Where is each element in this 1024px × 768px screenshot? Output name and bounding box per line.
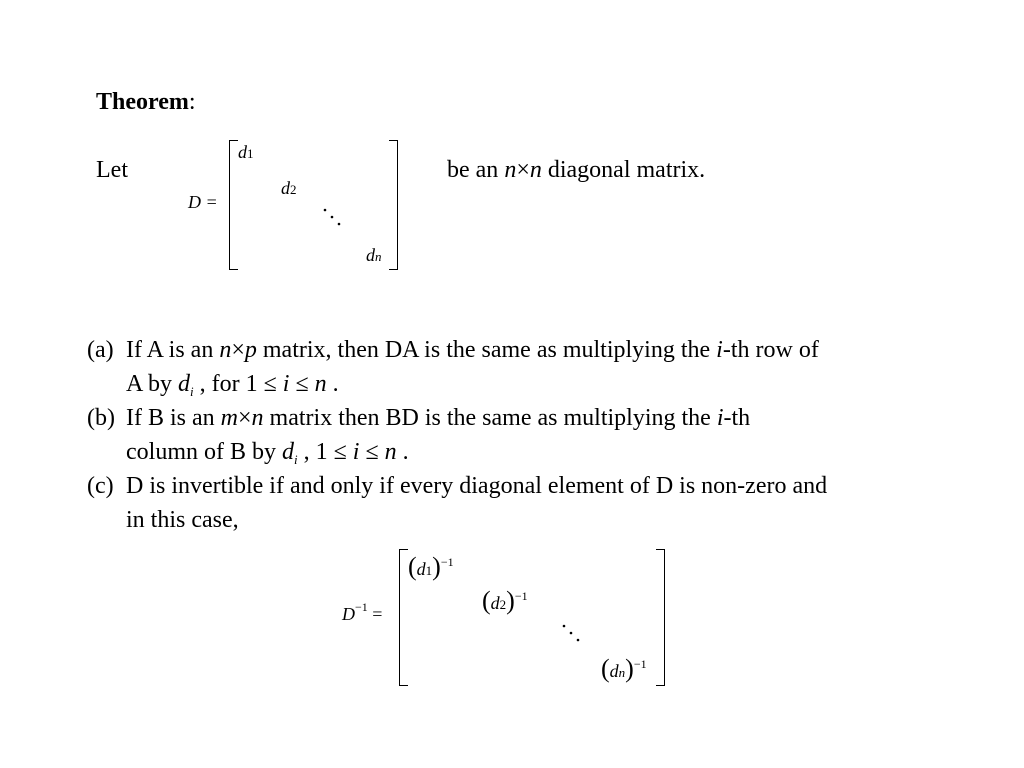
- matrix-Dinv-left-bracket: [399, 549, 408, 686]
- theorem-colon: :: [188, 89, 196, 115]
- theorem-label: Theorem: [96, 89, 189, 115]
- matrix-Dinv-lhs: $D^{-1}$ =: [342, 600, 383, 624]
- matrix-D-d2: d2: [281, 178, 297, 198]
- matrix-D-ddots: [322, 207, 344, 229]
- item-b-line2: column of B by $d_i$ , 1 ≤ i ≤ n .: [126, 439, 409, 467]
- matrix-D-left-bracket: [229, 140, 238, 270]
- item-b-marker: (b): [87, 405, 115, 431]
- item-a-line1: If A is an n×p matrix, then DA is the same as multiplying the i-th row of: [126, 337, 819, 363]
- matrix-Dinv-entry-2: $(d2)^{-1}$: [482, 586, 528, 615]
- diagonal-matrix-text: be an n×n diagonal matrix.: [447, 157, 706, 183]
- matrix-D-lhs-text: D =: [188, 192, 218, 212]
- item-c-line2: in this case,: [126, 507, 239, 533]
- let-label: Let: [96, 157, 128, 183]
- item-b-line1: If B is an m×n matrix then BD is the same as multiplying the i-th: [126, 405, 751, 431]
- theorem-title: [96, 88, 196, 116]
- item-c-marker: (c): [87, 473, 114, 499]
- matrix-D-d1: d1: [238, 142, 254, 162]
- matrix-Dinv-entry-1: $(d1)^{-1}$: [408, 552, 454, 581]
- matrix-Dinv-ddots: [561, 623, 583, 645]
- matrix-D-right-bracket: [389, 140, 398, 270]
- matrix-Dinv-entry-n: (dn)$^{-1}$: [601, 654, 647, 683]
- matrix-D-dn: dn: [366, 245, 382, 265]
- item-a-marker: (a): [87, 337, 114, 363]
- item-c-line1: D is invertible if and only if every diagonal element of D is non-zero and: [126, 473, 828, 499]
- item-a-line2: A by $d_i$ , for 1 ≤ i ≤ n .: [126, 371, 339, 399]
- matrix-Dinv-right-bracket: [656, 549, 665, 686]
- matrix-D-lhs: [188, 192, 218, 213]
